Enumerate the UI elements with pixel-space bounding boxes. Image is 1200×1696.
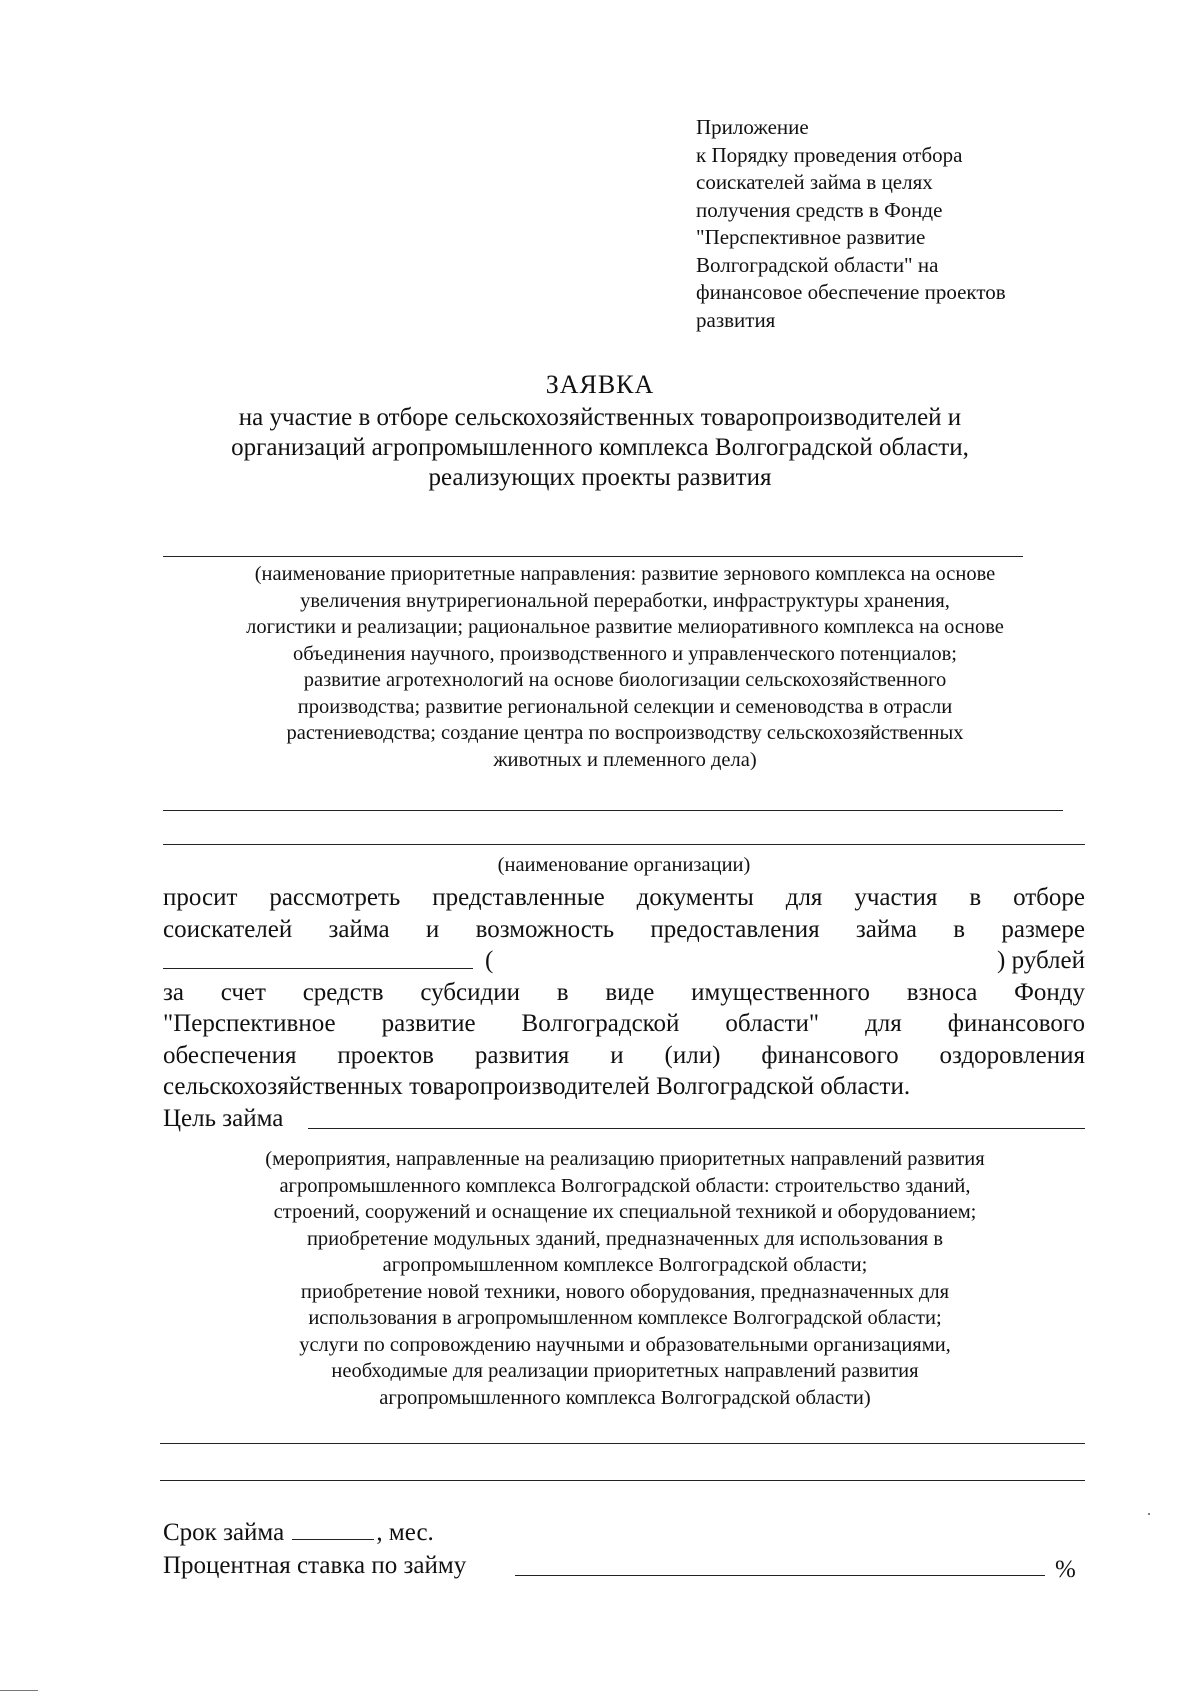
appendix-line: "Перспективное развитие — [696, 225, 926, 249]
rate-label: Процентная ставка по займу — [163, 1552, 467, 1579]
appendix-line: Приложение — [696, 115, 809, 139]
document-subtitle-line: на участие в отборе сельскохозяйственных товаропроизводителей и — [238, 404, 962, 431]
document-subtitle-line: организаций агропромышленного комплекса Волгоградской области, — [231, 434, 969, 461]
goal-note-line: необходимые для реализации приоритетных направлений развития — [331, 1360, 919, 1382]
goal-note-line: использования в агропромышленном комплексе Волгоградской области; — [308, 1307, 942, 1329]
goal-note-line: агропромышленном комплексе Волгоградской области; — [382, 1254, 868, 1276]
appendix-line: соискателей займа в целях — [696, 170, 933, 194]
rate-field[interactable] — [515, 1575, 1045, 1576]
document-title: ЗАЯВКА — [545, 370, 655, 399]
request-line: соискателей займа и возможность предоставления займа в размере — [163, 915, 1085, 943]
directions-note-line: растениеводства; создание центра по воспроизводству сельскохозяйственных — [286, 722, 964, 744]
directions-note — [150, 561, 1100, 773]
term-row — [163, 1516, 1083, 1549]
rate-row — [163, 1549, 1083, 1582]
rate-unit: % — [1055, 1556, 1076, 1583]
organization-field-line[interactable] — [163, 844, 1085, 845]
directions-field-line[interactable] — [163, 556, 1023, 557]
request-line: за счет средств субсидии в виде имущественного взноса Фонду — [163, 978, 1085, 1006]
goal-note-line: агропромышленного комплекса Волгоградской области) — [379, 1386, 871, 1409]
directions-note-line: объединения научного, производственного и управленческого потенциалов; — [292, 642, 957, 665]
organization-note-text: (наименование организации) — [497, 854, 751, 876]
directions-note-line: логистики и реализации; рациональное развитие мелиоративного комплекса на основе — [246, 616, 1004, 638]
request-line: "Перспективное развитие Волгоградской области" для финансового — [163, 1010, 1085, 1037]
amount-open-paren: ( — [485, 947, 494, 974]
term-unit: , мес. — [376, 1519, 434, 1546]
term-field[interactable] — [292, 1517, 374, 1540]
scan-dot-mark — [1148, 1513, 1150, 1515]
amount-number-field[interactable] — [163, 968, 473, 969]
goal-note-line: (мероприятия, направленные на реализацию приоритетных направлений развития — [265, 1148, 985, 1170]
appendix-header — [696, 114, 1116, 334]
goal-row — [163, 1103, 1085, 1135]
organization-note — [163, 852, 1085, 879]
goal-field-line[interactable] — [308, 1128, 1085, 1129]
goal-note — [150, 1146, 1100, 1411]
request-line: обеспечения проектов развития и (или) финансового оздоровления — [163, 1041, 1085, 1069]
goal-label: Цель займа — [163, 1104, 284, 1132]
directions-note-line: животных и племенного дела) — [493, 748, 757, 771]
amount-row — [163, 945, 1085, 977]
directions-note-line: производства; развитие региональной селекции и семеноводства в отрасли — [297, 695, 953, 718]
goal-field-line-2[interactable] — [160, 1443, 1085, 1444]
directions-note-line: развитие агротехнологий на основе биологизации сельскохозяйственного — [303, 669, 947, 691]
request-line: сельскохозяйственных товаропроизводителей Волгоградской области. — [163, 1073, 911, 1100]
appendix-line: к Порядку проведения отбора — [696, 142, 963, 167]
scan-edge-mark — [0, 1690, 38, 1691]
directions-note-line: увеличения внутрирегиональной переработки, инфраструктуры хранения, — [300, 589, 950, 612]
goal-note-line: агропромышленного комплекса Волгоградской области: строительство зданий, — [279, 1174, 971, 1197]
goal-note-line: приобретение новой техники, нового оборудования, предназначенных для — [300, 1280, 950, 1303]
directions-note-line: (наименование приоритетные направления: развитие зернового комплекса на основе — [254, 563, 996, 585]
loan-terms — [163, 1516, 1083, 1582]
amount-currency-label: ) рублей — [997, 947, 1085, 974]
goal-note-line: услуги по сопровождению научными и образовательными организациями, — [299, 1333, 951, 1356]
request-paragraph — [163, 882, 1085, 1134]
appendix-line: Волгоградской области" на — [696, 252, 939, 277]
goal-field-line-3[interactable] — [160, 1480, 1085, 1481]
term-label: Срок займа — [163, 1519, 285, 1546]
appendix-line: развития — [696, 307, 776, 332]
goal-note-line: строений, сооружений и оснащение их специальной техникой и оборудованием; — [273, 1201, 977, 1223]
document-subtitle-line: реализующих проекты развития — [428, 464, 772, 491]
goal-note-line: приобретение модульных зданий, предназначенных для использования в — [306, 1227, 944, 1250]
request-line: просит рассмотреть представленные документы для участия в отборе — [163, 884, 1085, 911]
directions-field-line-2[interactable] — [163, 810, 1063, 811]
appendix-line: финансовое обеспечение проектов — [696, 280, 1006, 304]
appendix-line: получения средств в Фонде — [696, 197, 943, 222]
